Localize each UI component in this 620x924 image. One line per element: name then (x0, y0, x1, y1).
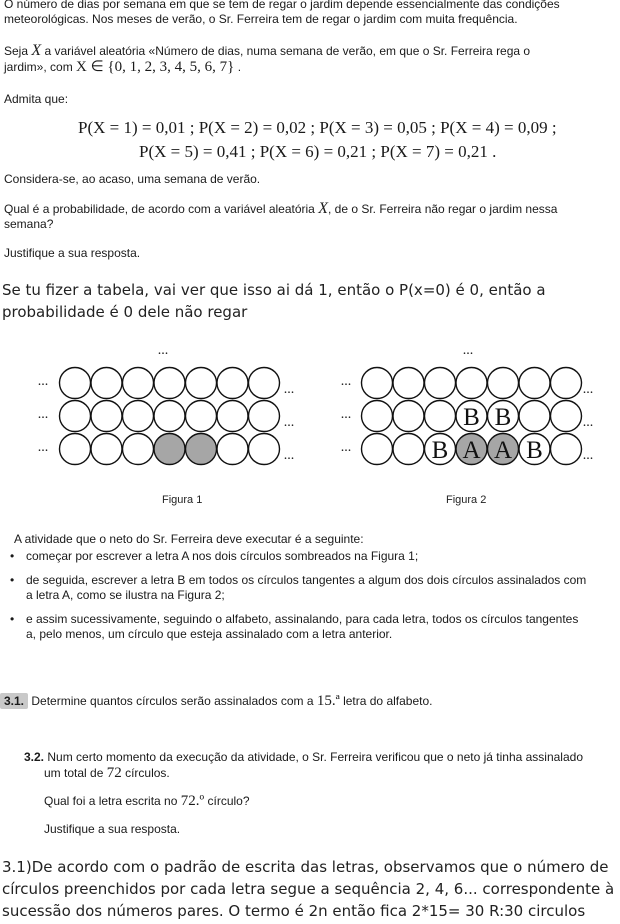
bullet-text: começar por escrever a letra A nos dois círculos sombreados na Figura 1; (26, 549, 419, 563)
note2-line-2: círculos preenchidos por cada letra segue a sequência 2, 4, 6... correspondente à (2, 880, 615, 898)
activity-bullet (10, 573, 586, 603)
grid-circle (488, 368, 519, 399)
grid-circle (249, 368, 280, 399)
seja-line-1: Seja X a variável aleatória «Número de dias, numa semana de verão, em que o Sr. Ferreira rega o (4, 42, 531, 59)
grid-circle (186, 434, 217, 465)
question-line-1: Qual é a probabilidade, de acordo com a variável aleatória X, de o Sr. Ferreira não regar o jardim nessa (4, 200, 558, 217)
figures-svg (0, 340, 620, 515)
note2-line-1: 3.1)De acordo com o padrão de escrita das letras, observamos que o número de (2, 858, 609, 876)
bullet-text: a, pelo menos, um círculo que esteja assinalado com a letra anterior. (26, 627, 393, 641)
considera-text: Considera-se, ao acaso, uma semana de verão. (4, 172, 261, 186)
continuation-dots: ... (157, 343, 169, 358)
bullet-text: e assim sucessivamente, seguindo o alfabeto, assinalando, para cada letra, todos os círculos tangentes (26, 612, 579, 626)
grid-circle (123, 434, 154, 465)
figure-2-caption: Figura 2 (446, 494, 487, 506)
grid-circle (249, 401, 280, 432)
grid-circle (362, 368, 393, 399)
continuation-dots: ... (582, 382, 594, 397)
bullet-text: a letra A, como se ilustra na Figura 2; (26, 588, 225, 602)
admita-text: Admita que: (4, 92, 69, 106)
continuation-dots: ... (283, 448, 295, 463)
bullet-mark: • (10, 612, 15, 626)
grid-circle (91, 368, 122, 399)
continuation-dots: ... (462, 343, 474, 358)
grid-circle (393, 368, 424, 399)
grid-circle (519, 368, 550, 399)
grid-circle (249, 434, 280, 465)
continuation-dots: ... (37, 374, 49, 389)
continuation-dots: ... (283, 382, 295, 397)
grid-circle (60, 434, 91, 465)
grid-circle (456, 368, 487, 399)
figure-2 (341, 343, 594, 465)
figure-1 (38, 343, 295, 465)
circle-letter: B (431, 437, 449, 464)
continuation-dots: ... (340, 407, 352, 422)
grid-circle (91, 434, 122, 465)
circle-letter: B (463, 404, 480, 431)
continuation-dots: ... (37, 440, 49, 455)
grid-circle (186, 368, 217, 399)
question-3-1-number: 3.1. (0, 693, 28, 709)
grid-circle (551, 401, 582, 432)
question-3-1: 3.1. Determine quantos círculos serão assinalados com a 15.ª letra do alfabeto. (0, 694, 432, 709)
note-line-2: probabilidade é 0 dele não regar (2, 303, 248, 321)
continuation-dots: ... (283, 415, 295, 430)
continuation-dots: ... (340, 440, 352, 455)
grid-circle (154, 368, 185, 399)
continuation-dots: ... (340, 374, 352, 389)
note-line-1: Se tu fizer a tabela, vai ver que isso ai dá 1, então o P(x=0) é 0, então a (2, 281, 546, 299)
grid-circle (551, 368, 582, 399)
grid-circle (393, 401, 424, 432)
question-3-2-number: 3.2. (24, 750, 45, 764)
grid-circle (123, 401, 154, 432)
bullet-mark: • (10, 549, 15, 563)
grid-circle (60, 368, 91, 399)
grid-circle (519, 401, 550, 432)
grid-circle (217, 401, 248, 432)
question-line-2: semana? (4, 217, 54, 231)
circle-letter: B (494, 404, 512, 431)
probability-line-1: P(X = 1) = 0,01 ; P(X = 2) = 0,02 ; P(X = 3) = 0,05 ; P(X = 4) = 0,09 ; (78, 118, 557, 137)
grid-circle (123, 368, 154, 399)
figure-1-caption: Figura 1 (162, 494, 203, 506)
probability-line-2: P(X = 5) = 0,41 ; P(X = 6) = 0,21 ; P(X = 7) = 0,21 . (139, 142, 497, 161)
grid-circle (154, 401, 185, 432)
activity-bullet (10, 549, 418, 564)
grid-circle (217, 368, 248, 399)
circle-letter: A (462, 437, 481, 464)
grid-circle (91, 401, 122, 432)
grid-circle (217, 434, 248, 465)
continuation-dots: ... (37, 407, 49, 422)
circle-letter: B (526, 437, 543, 464)
grid-circle (186, 401, 217, 432)
grid-circle (362, 401, 393, 432)
bullet-mark: • (10, 573, 15, 587)
grid-circle (60, 401, 91, 432)
circle-letter: A (493, 437, 513, 464)
continuation-dots: ... (582, 415, 594, 430)
grid-circle (154, 434, 185, 465)
bullet-text: de seguida, escrever a letra B em todos os círculos tangentes a algum dos dois círculos assinalados com (26, 573, 587, 587)
continuation-dots: ... (582, 448, 594, 463)
grid-circle (425, 401, 456, 432)
intro-line-2: meteorológicas. Nos meses de verão, o Sr. Ferreira tem de regar o jardim com muita frequência. (4, 12, 518, 26)
activity-intro: A atividade que o neto do Sr. Ferreira deve executar é a seguinte: (14, 532, 364, 546)
activity-bullet (10, 612, 578, 642)
grid-circle (393, 434, 424, 465)
grid-circle (551, 434, 582, 465)
seja-line-2: jardim», com X ∈ {0, 1, 2, 3, 4, 5, 6, 7} . (4, 59, 242, 75)
intro-line-1: O número de dias por semana em que se tem de regar o jardim depende essencialmente das condições (4, 0, 560, 11)
grid-circle (362, 434, 393, 465)
justify-text: Justifique a sua resposta. (4, 246, 141, 260)
note2-line-3: sucessão dos números pares. O termo é 2n então fica 2*15= 30 R:30 circulos (2, 902, 586, 920)
grid-circle (425, 368, 456, 399)
question-3-2-justify: Justifique a sua resposta. (44, 822, 181, 836)
